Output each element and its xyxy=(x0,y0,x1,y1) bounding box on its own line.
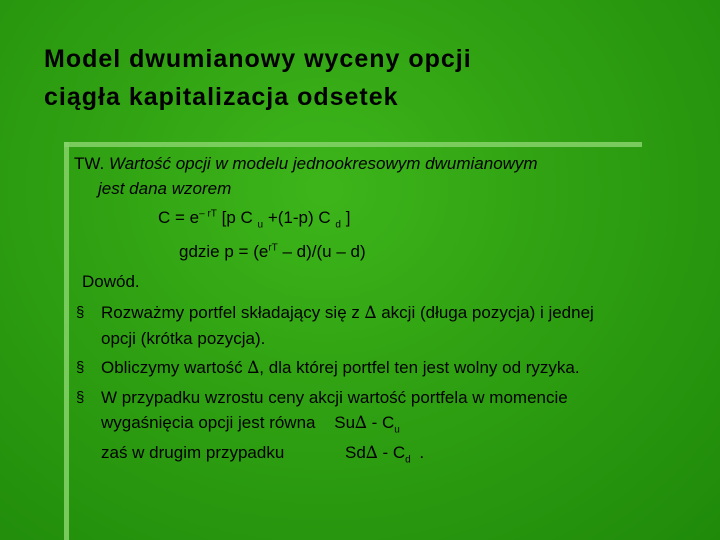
proof-label: Dowód. xyxy=(82,272,140,291)
period: . xyxy=(419,443,425,462)
minus-c-text: - C xyxy=(366,413,395,432)
bullet-3-text-c: zaś w drugim przypadku xyxy=(101,443,285,462)
formula-line xyxy=(158,208,350,230)
sd-text: Sd xyxy=(345,443,366,462)
formula-exponent: – rT xyxy=(199,208,217,220)
bullet-marker: § xyxy=(76,389,85,406)
delta-symbol: ∆ xyxy=(365,443,378,463)
where-text: gdzie p = (e xyxy=(179,242,269,261)
theorem-line-1 xyxy=(74,154,538,174)
title-line-2: ciągła kapitalizacja odsetek xyxy=(44,83,399,111)
formula-mid: +(1-p) C xyxy=(267,208,331,227)
bullet-3-line-2 xyxy=(101,413,400,435)
formula-sub-d: d xyxy=(335,219,341,231)
title-line-1: Model dwumianowy wyceny opcji xyxy=(44,45,472,73)
formula-bracket: [p C xyxy=(221,208,253,227)
sub-d: d xyxy=(405,454,411,466)
delta-symbol: ∆ xyxy=(355,413,367,433)
su-text: Su xyxy=(334,413,356,432)
bullet-marker: § xyxy=(76,304,85,321)
formula-sub-u: u xyxy=(257,219,264,231)
delta-symbol: ∆ xyxy=(247,358,260,378)
delta-symbol: ∆ xyxy=(364,303,377,323)
formula-c: C = e xyxy=(158,208,200,227)
theorem-text: Wartość opcji w modelu jednookresowym dwumianowym xyxy=(108,154,538,173)
sub-u: u xyxy=(394,424,400,436)
where-exponent: rT xyxy=(268,242,278,254)
decorative-left-rule xyxy=(64,142,69,540)
slide-title xyxy=(44,40,472,116)
bullet-3-text-a: wygaśnięcia opcji jest równa xyxy=(101,413,316,432)
where-rest: – d)/(u – d) xyxy=(282,242,366,261)
bullet-1-line-1 xyxy=(101,303,594,323)
bullet-3-line-1: W przypadku wzrostu ceny akcji wartość portfela w momencie xyxy=(101,388,568,407)
theorem-label: TW. xyxy=(74,154,105,173)
bullet-1-text-a: Rozważmy portfel składający się z xyxy=(101,303,360,322)
bullet-2-text-a: Obliczymy wartość xyxy=(101,358,243,377)
bullet-1-line-2: opcji (krótka pozycja). xyxy=(101,329,266,348)
formula-end: ] xyxy=(345,208,351,227)
decorative-top-rule xyxy=(64,142,642,147)
where-line xyxy=(179,242,366,262)
minus-c-text: - C xyxy=(377,443,406,462)
bullet-1-text-b: akcji (długa pozycja) i jednej xyxy=(381,303,594,322)
bullet-marker: § xyxy=(76,359,85,376)
bullet-2-text-b: , dla której portfel ten jest wolny od ryzyka. xyxy=(259,358,580,377)
theorem-line-2: jest dana wzorem xyxy=(98,179,232,198)
bullet-3-line-3 xyxy=(101,443,424,465)
bullet-2-line-1 xyxy=(101,358,580,378)
